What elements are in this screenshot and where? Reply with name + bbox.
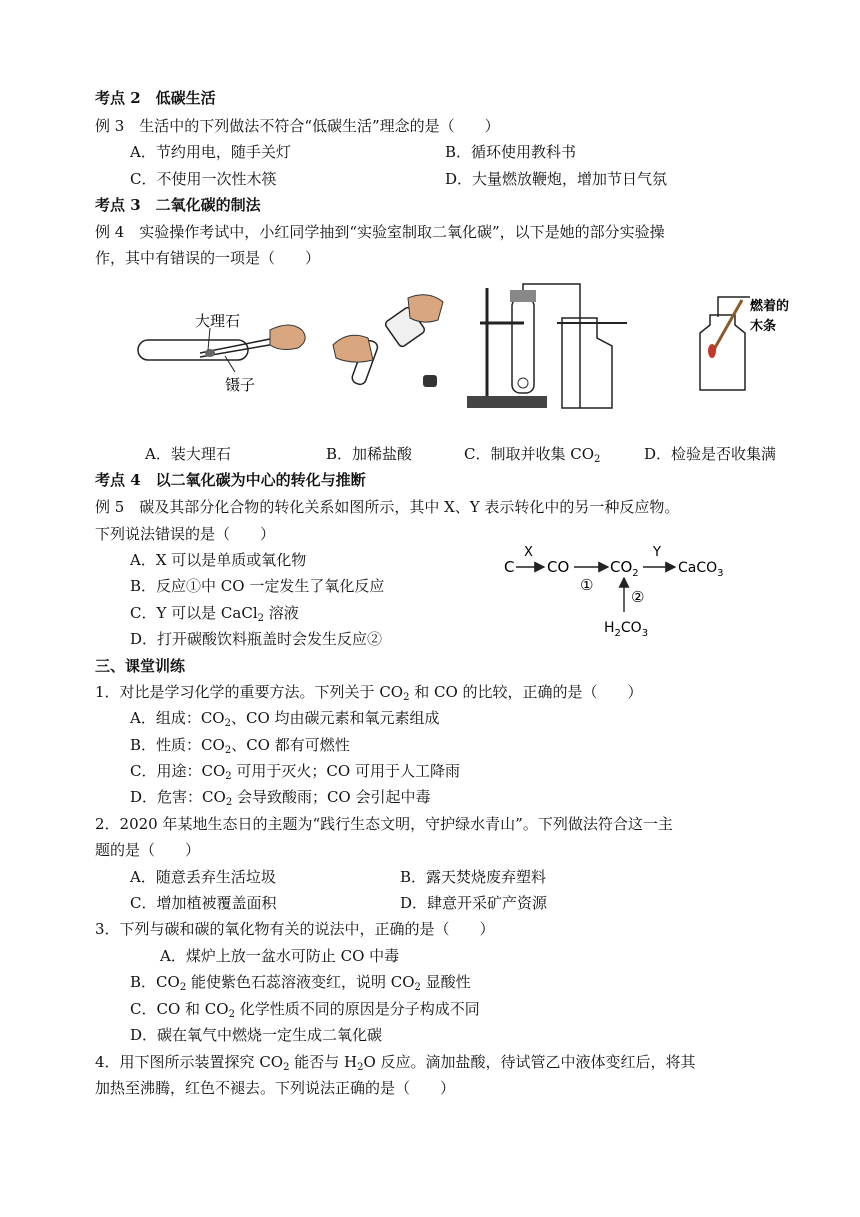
carbon-conversion-diagram: [500, 540, 745, 640]
ex5-option-a: A．X 可以是单质或氧化物: [130, 551, 307, 569]
diagram-node-co: CO: [547, 558, 570, 576]
ex5-option-d: D．打开碳酸饮料瓶盖时会发生反应②: [130, 630, 383, 648]
figure-a-label-tweezers: 镊子: [225, 376, 256, 394]
figure-a-label-marble: 大理石: [195, 312, 241, 330]
ex4-option-b: B．加稀盐酸: [326, 445, 413, 463]
q2-option-d: D．肆意开采矿产资源: [400, 894, 548, 912]
q4-stem-line1: 4．用下图所示装置探究 $CO_2$ 能否与 $H_2O$ 反应。滴加盐酸，待试管乙中液体变红后，将其: [95, 1053, 696, 1073]
ex4-stem-line1: 例 4 实验操作考试中，小红同学抽到“实验室制取二氧化碳”，以下是她的部分实验操: [95, 223, 665, 241]
q2-option-b: B．露天焚烧废弃塑料: [400, 868, 547, 886]
q3-stem: 3．下列与碳和碳的氧化物有关的说法中，正确的是（ ）: [95, 920, 495, 938]
q2-option-a: A．随意丢弃生活垃圾: [130, 868, 276, 886]
q1-option-c: C．用途：$CO_2$ 可用于灭火；CO 可用于人工降雨: [130, 762, 460, 782]
diagram-label-x: X: [524, 545, 533, 560]
q1-option-b: B．性质：$CO_2$、CO 都有可燃性: [130, 736, 350, 756]
ex5-option-c: C．Y 可以是 CaCl$_2$ 溶液: [130, 604, 299, 624]
section-k2-title: 考点 2 低碳生活: [95, 89, 216, 107]
ex3-option-a: A．节约用电，随手关灯: [130, 143, 291, 161]
section-k4-title: 考点 4 以二氧化碳为中心的转化与推断: [95, 471, 366, 489]
diagram-node-co2: $CO_2$: [610, 558, 639, 579]
q1-stem: 1．对比是学习化学的重要方法。下列关于 $CO_2$ 和 CO 的比较，正确的是（ ）: [95, 683, 643, 703]
ex4-option-a: A．装大理石: [145, 445, 231, 463]
diagram-label-reaction-2: ②: [631, 588, 645, 606]
ex3-option-d: D．大量燃放鞭炮，增加节日气氛: [445, 170, 668, 188]
q1-option-d: D．危害：$CO_2$ 会导致酸雨；CO 会引起中毒: [130, 788, 431, 808]
q3-option-b: B．$CO_2$ 能使紫色石蕊溶液变红，说明 $CO_2$ 显酸性: [130, 973, 471, 993]
ex5-stem-line1: 例 5 碳及其部分化合物的转化关系如图所示，其中 X、Y 表示转化中的另一种反应物。: [95, 498, 680, 516]
ex3-option-c: C．不使用一次性木筷: [130, 170, 277, 188]
diagram-node-caco3: CaCO$_3$: [678, 560, 724, 579]
figure-a-marble-loading: [130, 300, 315, 405]
diagram-node-c: C: [504, 558, 515, 576]
q3-option-c: C．CO 和 $CO_2$ 化学性质不同的原因是分子构成不同: [130, 1000, 480, 1020]
ex3-option-b: B．循环使用教科书: [445, 143, 577, 161]
figure-d-label-line1: 燃着的: [750, 299, 790, 314]
q2-stem-line1: 2．2020 年某地生态日的主题为“践行生态文明，守护绿水青山”。下列做法符合这一主: [95, 815, 673, 833]
figure-d-label-line2: 木条: [750, 319, 777, 334]
section-3-title: 三、课堂训练: [95, 657, 186, 675]
ex4-option-d: D．检验是否收集满: [644, 445, 777, 463]
q2-option-c: C．增加植被覆盖面积: [130, 894, 277, 912]
figure-d-burning-stick: [690, 285, 805, 400]
q2-stem-line2: 题的是（ ）: [95, 841, 201, 859]
q3-option-d: D．碳在氧气中燃烧一定生成二氧化碳: [130, 1026, 383, 1044]
figure-b-pouring-acid: [328, 290, 453, 405]
diagram-label-reaction-1: ①: [580, 576, 594, 594]
ex4-option-c: C．制取并收集 $CO_2$: [464, 445, 601, 465]
ex3-stem: 例 3 生活中的下列做法不符合“低碳生活”理念的是（ ）: [95, 117, 500, 135]
section-k3-title: 考点 3 二氧化碳的制法: [95, 196, 261, 214]
ex5-option-b: B．反应①中 CO 一定发生了氧化反应: [130, 577, 385, 595]
q3-option-a: A．煤炉上放一盆水可防止 CO 中毒: [160, 947, 400, 965]
q1-option-a: A．组成：$CO_2$、CO 均由碳元素和氧元素组成: [130, 709, 440, 729]
ex4-stem-line2: 作，其中有错误的一项是（ ）: [95, 249, 321, 267]
diagram-label-y: Y: [653, 545, 661, 560]
figure-c-collect-apparatus: [462, 278, 632, 413]
diagram-node-h2co3: $H_2CO_3$: [604, 620, 649, 639]
q4-stem-line2: 加热至沸腾，红色不褪去。下列说法正确的是（ ）: [95, 1079, 456, 1097]
ex5-stem-line2: 下列说法错误的是（ ）: [95, 525, 276, 543]
